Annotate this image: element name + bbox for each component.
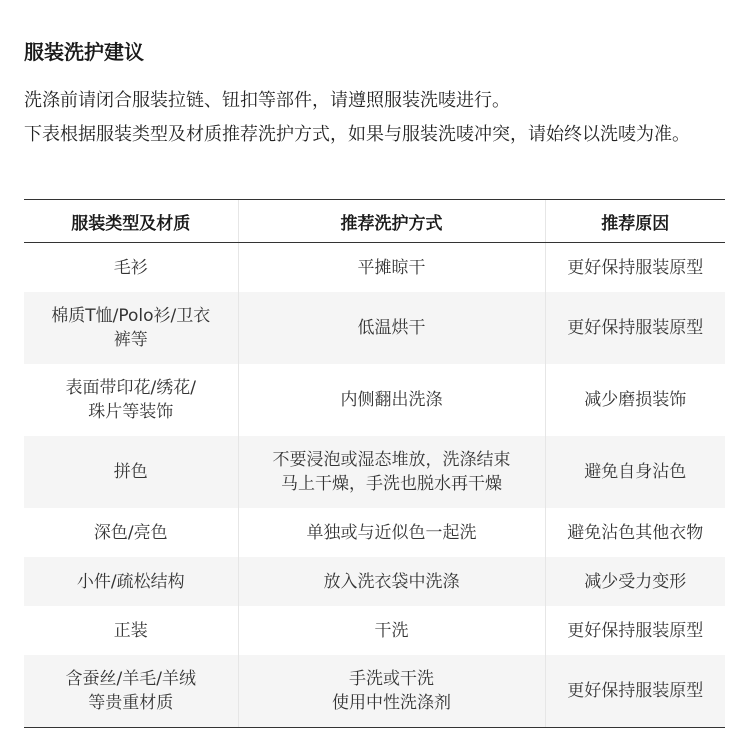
garment-type-cell: 表面带印花/绣花/ 珠片等装饰	[65, 378, 196, 422]
table-row	[24, 508, 725, 557]
intro-line-1: 洗涤前请闭合服装拉链、钮扣等部件，请遵照服装洗唛进行。	[24, 90, 510, 111]
table-row	[24, 292, 725, 364]
care-table	[24, 199, 725, 728]
header-care-method: 推荐洗护方式	[238, 200, 545, 243]
intro-text	[24, 84, 729, 152]
care-method-cell: 平摊晾干	[238, 243, 545, 293]
reason-cell: 更好保持服装原型	[545, 292, 725, 364]
garment-type-cell: 棉质T恤/Polo衫/卫衣 裤等	[24, 292, 238, 364]
table-row	[24, 606, 725, 655]
care-method-cell: 放入洗衣袋中洗涤	[238, 557, 545, 606]
care-method-cell: 不要浸泡或湿态堆放，洗涤结束 马上干燥，手洗也脱水再干燥	[238, 436, 545, 508]
page-title: 服装洗护建议	[24, 40, 144, 64]
reason-cell: 减少受力变形	[545, 557, 725, 606]
intro-line-2: 下表根据服装类型及材质推荐洗护方式，如果与服装洗唛冲突，请始终以洗唛为准。	[24, 124, 690, 145]
care-method-cell: 内侧翻出洗涤	[238, 364, 545, 436]
care-method-cell: 低温烘干	[238, 292, 545, 364]
table-row	[24, 243, 725, 293]
garment-type-cell: 毛衫	[113, 257, 148, 278]
reason-cell: 更好保持服装原型	[545, 606, 725, 655]
header-reason: 推荐原因	[545, 200, 725, 243]
reason-cell: 减少磨损装饰	[545, 364, 725, 436]
garment-type-cell: 含蚕丝/羊毛/羊绒 等贵重材质	[24, 655, 238, 728]
garment-type-cell: 正装	[113, 620, 148, 641]
garment-type-cell: 小件/疏松结构	[24, 557, 238, 606]
table-row	[24, 655, 725, 728]
care-method-cell: 单独或与近似色一起洗	[238, 508, 545, 557]
table-row	[24, 557, 725, 606]
reason-cell: 更好保持服装原型	[545, 243, 725, 293]
care-method-cell: 手洗或干洗 使用中性洗涤剂	[238, 655, 545, 728]
reason-cell: 更好保持服装原型	[545, 655, 725, 728]
garment-type-cell: 深色/亮色	[93, 522, 168, 543]
reason-cell: 避免自身沾色	[545, 436, 725, 508]
table-header-row	[24, 200, 725, 243]
reason-cell: 避免沾色其他衣物	[545, 508, 725, 557]
header-garment-type: 服装类型及材质	[24, 200, 238, 243]
garment-type-cell: 拼色	[24, 436, 238, 508]
table-row	[24, 436, 725, 508]
table-row	[24, 364, 725, 436]
care-method-cell: 干洗	[238, 606, 545, 655]
